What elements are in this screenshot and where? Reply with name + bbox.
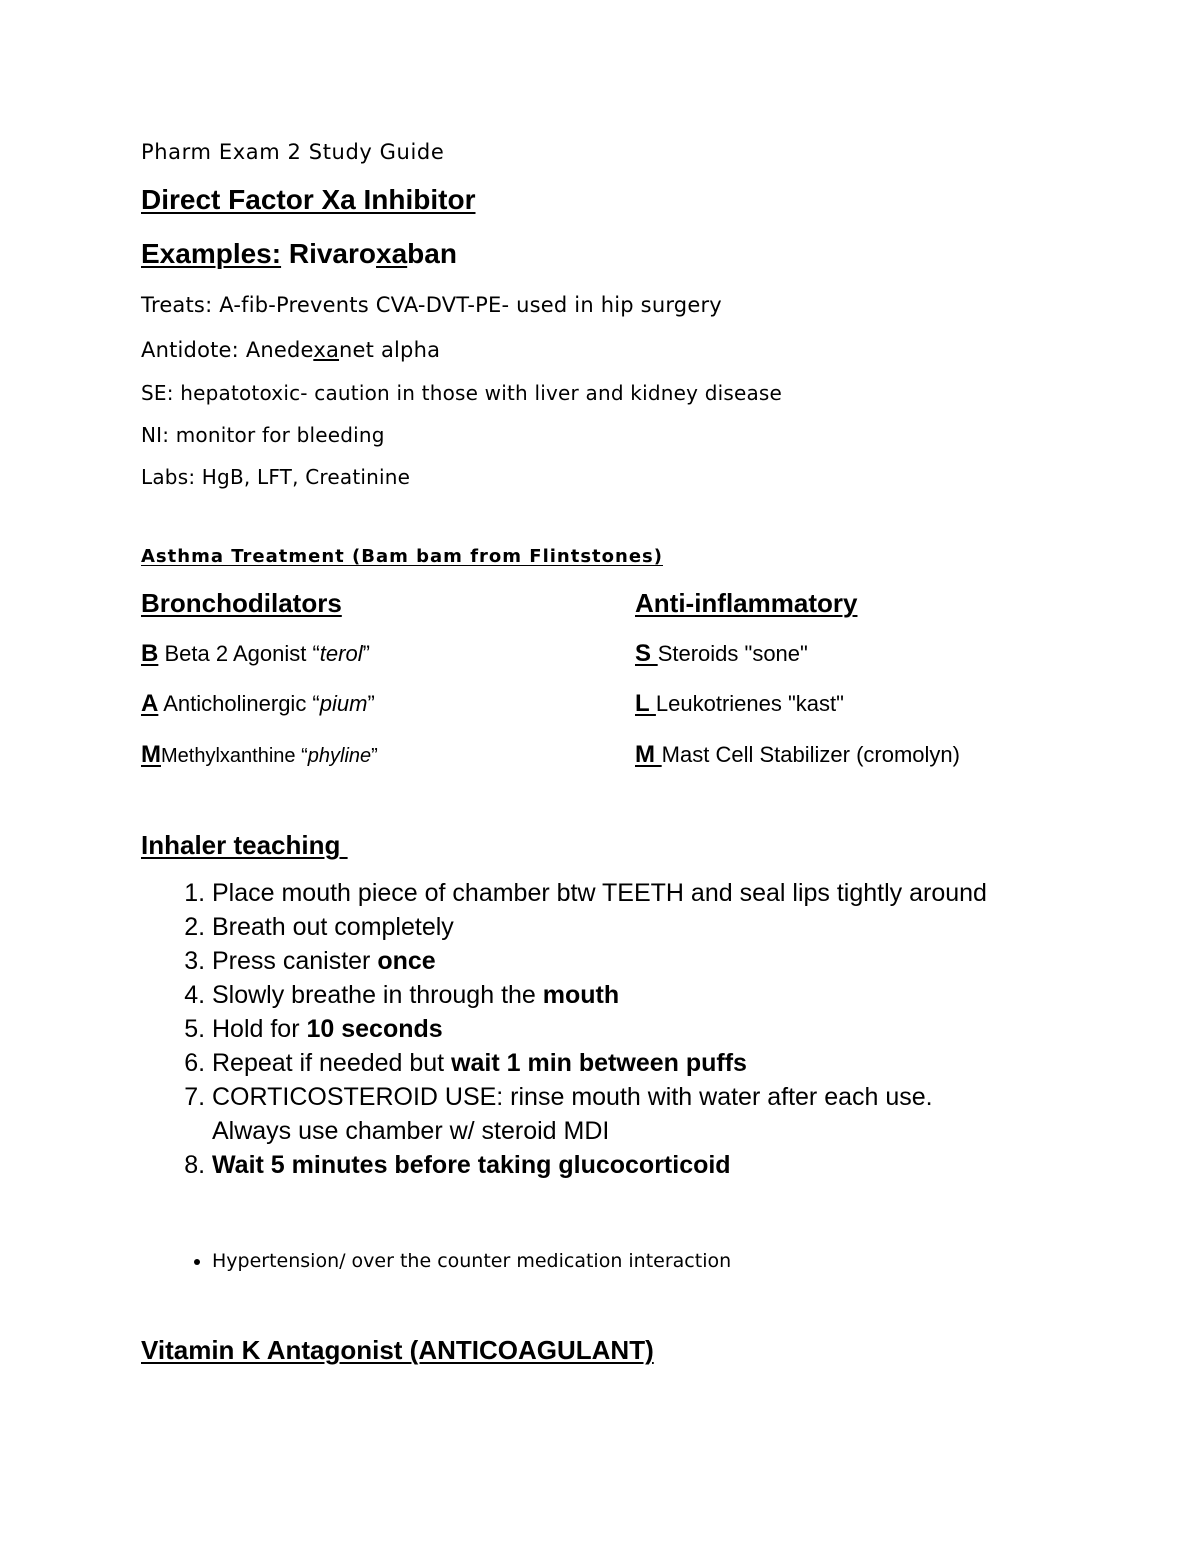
document-title: Pharm Exam 2 Study Guide <box>141 140 445 164</box>
bronchodilator-row <box>141 690 375 718</box>
step-bold: wait 1 min between puffs <box>451 1049 747 1077</box>
step-text: Press canister <box>212 947 378 975</box>
row-close: ” <box>367 691 375 716</box>
list-item: • Hypertension/ over the counter medication interaction <box>212 1250 731 1272</box>
step-text: Breath out completely <box>212 913 454 941</box>
row-letter: S <box>635 640 658 667</box>
row-close: ” <box>371 745 378 767</box>
row-text: Anticholinergic “ <box>158 691 320 716</box>
se-line: SE: hepatotoxic- caution in those with liver and kidney disease <box>141 381 783 405</box>
row-suffix: pium <box>319 691 368 716</box>
example-drug-part: Rivaro <box>288 238 377 269</box>
list-item <box>212 1012 1072 1046</box>
example-drug-part: ban <box>407 238 457 269</box>
list-item <box>212 1080 1012 1148</box>
list-item <box>212 1148 1072 1182</box>
row-letter: A <box>141 690 159 717</box>
vitamin-k-heading: Vitamin K Antagonist (ANTICOAGULANT) <box>141 1335 654 1365</box>
antidote-mark: xa <box>313 338 340 362</box>
asthma-title: Asthma Treatment (Bam bam from Flintstones) <box>141 546 663 567</box>
treats-line: Treats: A-fib-Prevents CVA-DVT-PE- used in hip surgery <box>141 293 722 317</box>
row-letter: M <box>635 741 662 768</box>
row-letter: B <box>141 640 159 667</box>
step-text: Slowly breathe in through the <box>212 981 543 1009</box>
anti-inflammatory-row <box>635 741 960 769</box>
row-suffix: terol <box>319 641 363 666</box>
factor-xa-heading: Direct Factor Xa Inhibitor <box>141 184 476 215</box>
bullet-list <box>176 1250 731 1272</box>
inhaler-steps-list <box>176 876 1072 1182</box>
bronchodilator-row <box>141 741 378 769</box>
list-item <box>212 944 1072 978</box>
row-close: ” <box>362 641 370 666</box>
step-text: CORTICOSTEROID USE: rinse mouth with water after each use. Always use chamber w/ steroid MDI <box>212 1083 933 1145</box>
list-item <box>212 876 1002 910</box>
anti-inflammatory-heading: Anti-inflammatory <box>635 588 858 618</box>
step-text: Hold for <box>212 1015 307 1043</box>
inhaler-heading: Inhaler teaching <box>141 830 348 860</box>
step-bold: mouth <box>542 981 620 1009</box>
row-letter: M <box>141 741 161 768</box>
example-drug <box>289 238 457 269</box>
labs-line: Labs: HgB, LFT, Creatinine <box>141 465 411 489</box>
step-text: Repeat if needed but <box>212 1049 452 1077</box>
row-letter: L <box>635 690 656 717</box>
row-text: Beta 2 Agonist “ <box>158 641 320 666</box>
ni-line: NI: monitor for bleeding <box>141 423 385 447</box>
list-item <box>212 1046 1072 1080</box>
step-bold: Wait 5 minutes before taking glucocorticoid <box>212 1151 731 1179</box>
step-bold: once <box>377 947 436 975</box>
example-drug-mark: xa <box>376 238 408 269</box>
list-item <box>212 910 1072 944</box>
row-text: Steroids "sone" <box>657 641 808 666</box>
bronchodilators-heading: Bronchodilators <box>141 588 342 618</box>
list-item <box>212 978 1072 1012</box>
bronchodilator-row <box>141 640 370 668</box>
antidote-part: Antidote: Anede <box>141 338 314 362</box>
anti-inflammatory-row <box>635 640 808 668</box>
antidote-part: net alpha <box>339 338 441 362</box>
row-text: Methylxanthine “ <box>161 745 308 767</box>
examples-label: Examples: <box>141 238 282 269</box>
step-bold: 10 seconds <box>306 1015 443 1043</box>
antidote-line <box>141 338 440 362</box>
row-text: Leukotrienes "kast" <box>655 691 844 716</box>
examples-line <box>141 238 457 270</box>
anti-inflammatory-row <box>635 690 844 718</box>
step-text: Place mouth piece of chamber btw TEETH and seal lips tightly around <box>212 879 987 907</box>
row-suffix: phyline <box>307 745 372 767</box>
row-text: Mast Cell Stabilizer (cromolyn) <box>661 742 960 767</box>
